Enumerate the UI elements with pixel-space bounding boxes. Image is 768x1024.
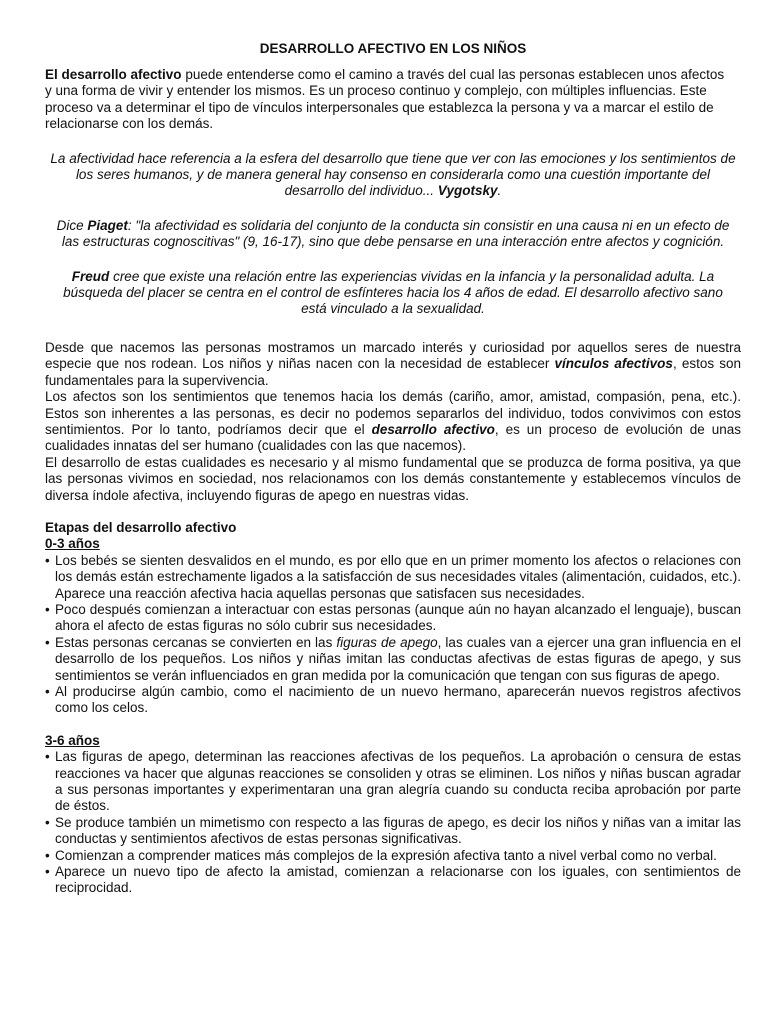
body-p2-text-b: , es un proceso de evolución de unas cualidades innatas del ser humano (cualidades con las que nacemos).: [45, 421, 742, 454]
stage-3-6-list: [45, 749, 741, 897]
list-item: • Al producirse algún cambio, como el nacimiento de un nuevo hermano, aparecerán nuevos registros afectivos como los celos.: [45, 684, 741, 717]
stage-0-3-list: [45, 553, 741, 717]
section-title: Etapas del desarrollo afectivo: [45, 519, 237, 535]
list-item: • Los bebés se sienten desvalidos en el mundo, es por ello que en un primer momento los afectos o relaciones con los demás están estrechamente ligados a la satisfacción de sus necesidades vitales (alimentación, cuidados, etc.). Aparece una reacción afectiva hacia aquellas personas que satisfacen sus necesidades.: [45, 553, 741, 602]
quote-piaget-text: : "la afectividad es solidaria del conjunto de la conducta sin consistir en una causa ni en un efecto de las estructuras cognoscitivas" (9, 16-17), sino que debe pensarse en una interacción entre afectos y cognición.: [61, 217, 730, 250]
list-item: • Comienzan a comprender matices más complejos de la expresión afectiva tanto a nivel verbal como no verbal.: [45, 848, 741, 864]
quote-freud: [45, 269, 741, 318]
intro-paragraph: [45, 67, 741, 133]
list-item-emphasis: figuras de apego: [336, 634, 438, 650]
quote-freud-text: cree que existe una relación entre las experiencias vividas en la infancia y la personalidad adulta. La búsqueda del placer se centra en el control de esfínteres hacia los 4 años de edad. El desarrollo afectivo sano está vinculado a la sexualidad.: [63, 268, 723, 317]
body-p2-text-a: Los afectos son los sentimientos que tenemos hacia los demás (cariño, amor, amistad, compasión, pena, etc.). Estos son inherentes a las personas, es decir no podemos separarlos del individuo, todos convivimos con estos sentimientos. Por lo tanto, podríamos decir que el: [45, 389, 741, 437]
stage-heading-3-6: 3-6 años: [45, 732, 100, 748]
body-p1-text-a: Desde que nacemos las personas mostramos un marcado interés y curiosidad por aquellos seres de nuestra especie que nos rodean. Los niños y niñas nacen con la necesidad de establecer: [45, 339, 741, 372]
list-item: • Las figuras de apego, determinan las reacciones afectivas de los pequeños. La aprobación o censura de estas reacciones va hacer que algunas reacciones se consoliden y otras se eliminen. Los niños y niñas buscan agradar a sus personas importantes y experimentaran una gran alegría cuando su conducta reciba aprobación por parte de éstos.: [45, 749, 741, 815]
body-paragraph-2: [45, 389, 741, 455]
document-title: DESARROLLO AFECTIVO EN LOS NIÑOS: [259, 41, 527, 56]
body-paragraph-3: El desarrollo de estas cualidades es necesario y al mismo fundamental que se produzca de forma positiva, ya que las personas vivimos en sociedad, nos relacionamos con los demás constantemente y establecemos vínculos de diversa índole afectiva, incluyendo figuras de apego en nuestras vidas.: [45, 454, 741, 503]
quote-piaget: [45, 218, 741, 251]
intro-text: puede entenderse como el camino a través del cual las personas establecen unos afectos y una forma de vivir y entender los mismos. Es un proceso continuo y complejo, con múltiples influencias. Este proceso va a determinar el tipo de vínculos interpersonales que establezca la persona y va a marcar el estilo de relacionarse con los demás.: [45, 67, 725, 132]
list-item: [45, 635, 741, 684]
quote-freud-author: Freud: [71, 268, 110, 284]
quote-piaget-pre: Dice: [56, 217, 88, 233]
quote-vygotsky-author: Vygotsky: [437, 183, 498, 199]
spacer: [45, 504, 741, 520]
stage-heading-0-3: 0-3 años: [45, 536, 100, 552]
body-p1-emphasis: vínculos afectivos: [554, 356, 673, 372]
quote-piaget-author: Piaget: [87, 217, 128, 233]
list-item: • Poco después comienzan a interactuar con estas personas (aunque aún no hayan alcanzado el lenguaje), buscan ahora el afecto de estas figuras no sólo cubrir sus necesidades.: [45, 602, 741, 635]
list-item-text-a: Estas personas cercanas se convierten en las: [55, 634, 337, 650]
body-p1-text-b: , estos son fundamentales para la supervivencia.: [45, 356, 741, 388]
list-item-text-b: , las cuales van a ejercer una gran influencia en el desarrollo de los pequeños. Los niños y niñas imitan las conductas afectivas de estas figuras de apego, y sus sentimientos se verán influenciados en gran medida por la comunicación que tengan con sus figuras de apego.: [55, 634, 741, 683]
intro-lead: El desarrollo afectivo: [45, 67, 182, 82]
quote-vygotsky-text: La afectividad hace referencia a la esfera del desarrollo que tiene que ver con las emociones y los sentimientos de los seres humanos, y de manera general hay consenso en considerarla como una cuestión importante del desarrollo del individuo...: [50, 150, 736, 199]
spacer: [45, 717, 741, 733]
list-item: • Se produce también un mimetismo con respecto a las figuras de apego, es decir los niños y niñas van a imitar las conductas y sentimientos afectivos de estas personas significativas.: [45, 815, 741, 848]
list-item: • Aparece un nuevo tipo de afecto la amistad, comienzan a relacionarse con los iguales, con sentimientos de reciprocidad.: [45, 864, 741, 897]
quote-vygotsky: [45, 151, 741, 200]
body-paragraph-1: [45, 340, 741, 389]
body-p2-emphasis: desarrollo afectivo: [371, 421, 495, 437]
quote-vygotsky-end: .: [497, 183, 502, 199]
